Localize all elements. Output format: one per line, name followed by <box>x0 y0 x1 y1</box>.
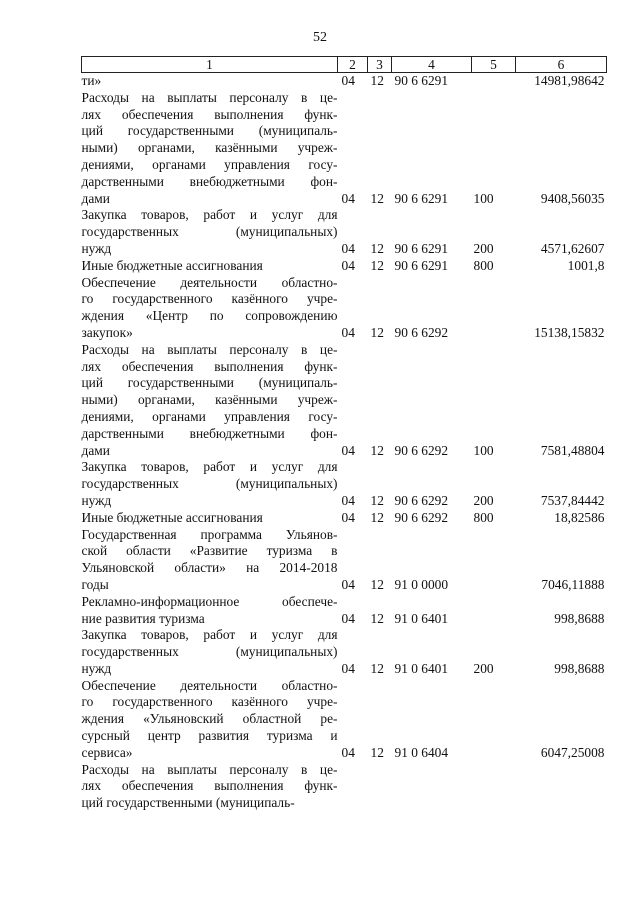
expense-type-code: 800 <box>473 509 494 525</box>
amount-value: 1001,8 <box>567 257 605 273</box>
row-description <box>82 207 338 257</box>
description-line: государственных (муниципальных) <box>81 644 338 660</box>
description-line: го государственного казённого учре- <box>81 694 338 710</box>
target-article-code: 90 6 6291 <box>394 257 449 273</box>
expense-type-code: 200 <box>473 492 494 508</box>
description-line: ций государственными (муниципаль- <box>81 375 338 391</box>
description-line: Закупка товаров, работ и услуг для <box>81 627 338 643</box>
row-description <box>82 594 338 628</box>
row-description <box>82 627 338 677</box>
description-line: сервиса» <box>81 744 133 760</box>
expense-type-code: 100 <box>473 190 494 206</box>
subsection-code: 12 <box>370 190 384 206</box>
section-code: 04 <box>341 190 355 206</box>
target-article-code: 90 6 6291 <box>394 73 449 88</box>
section-code: 04 <box>341 240 355 256</box>
row-description <box>82 459 338 509</box>
description-line: Государственная программа Ульянов- <box>81 526 338 542</box>
subsection-code: 12 <box>370 509 384 525</box>
target-article-code <box>392 762 472 812</box>
section-code <box>338 762 368 812</box>
amount-value: 18,82586 <box>554 509 605 525</box>
row-description <box>82 275 338 342</box>
target-article-code: 91 0 0000 <box>394 576 449 592</box>
section-code: 04 <box>341 442 355 458</box>
description-line: Рекламно-информационное обеспече- <box>81 593 338 609</box>
description-line: нужд <box>81 492 112 508</box>
description-line: дарственными внебюджетными фон- <box>81 173 338 189</box>
subsection-code: 12 <box>370 744 384 760</box>
table-row <box>82 459 607 509</box>
description-line: закупок» <box>81 324 133 340</box>
row-description <box>82 342 338 460</box>
section-code: 04 <box>341 744 355 760</box>
header-col-6: 6 <box>516 57 607 73</box>
description-line: Закупка товаров, работ и услуг для <box>81 207 338 223</box>
subsection-code <box>368 762 392 812</box>
expense-type-code <box>472 594 516 628</box>
row-description <box>82 762 338 812</box>
expense-type-code: 100 <box>473 442 494 458</box>
section-code: 04 <box>341 576 355 592</box>
amount-value: 15138,15832 <box>534 324 605 340</box>
amount-value: 7537,84442 <box>540 492 605 508</box>
description-line: ской области «Развитие туризма в <box>81 543 338 559</box>
table-row <box>82 678 607 762</box>
table-row <box>82 342 607 460</box>
amount-value: 9408,56035 <box>540 190 605 206</box>
section-code: 04 <box>341 324 355 340</box>
description-line: государственных (муниципальных) <box>81 224 338 240</box>
expense-type-code <box>472 73 516 90</box>
table-row <box>82 762 607 812</box>
header-col-5: 5 <box>472 57 516 73</box>
subsection-code: 12 <box>370 660 384 676</box>
target-article-code: 91 0 6401 <box>394 610 449 626</box>
description-line: Закупка товаров, работ и услуг для <box>81 459 338 475</box>
header-col-1: 1 <box>82 57 338 73</box>
target-article-code: 90 6 6292 <box>394 509 449 525</box>
row-description <box>82 73 338 90</box>
subsection-code: 12 <box>370 324 384 340</box>
description-line: дами <box>81 190 110 206</box>
amount-value: 14981,98642 <box>534 73 605 88</box>
description-line: Обеспечение деятельности областно- <box>81 274 338 290</box>
amount-value: 998,8688 <box>554 660 605 676</box>
description-line: дарственными внебюджетными фон- <box>81 425 338 441</box>
amount-value: 4571,62607 <box>540 240 605 256</box>
description-line: ждения «Ульяновский областной ре- <box>81 711 338 727</box>
description-line: Расходы на выплаты персоналу в це- <box>81 761 338 777</box>
table-row <box>82 527 607 594</box>
description-line: ными) органами, казёнными учреж- <box>81 140 338 156</box>
description-line: лях обеспечения выполнения функ- <box>81 106 338 122</box>
expense-type-code <box>472 275 516 342</box>
section-code: 04 <box>341 257 355 273</box>
description-line: Ульяновской области» на 2014-2018 <box>81 560 338 576</box>
expense-type-code: 200 <box>473 660 494 676</box>
header-col-4: 4 <box>392 57 472 73</box>
description-line: сурсный центр развития туризма и <box>81 728 338 744</box>
description-line: лях обеспечения выполнения функ- <box>81 778 338 794</box>
table-row <box>82 90 607 208</box>
description-line: Иные бюджетные ассигнования <box>81 509 263 525</box>
table-body <box>82 73 607 813</box>
section-code: 04 <box>341 509 355 525</box>
amount-value: 7581,48804 <box>540 442 605 458</box>
target-article-code: 90 6 6292 <box>394 324 449 340</box>
subsection-code: 12 <box>370 73 384 88</box>
description-line: ций государственными (муниципаль- <box>81 795 295 811</box>
budget-table <box>81 56 607 812</box>
description-line: Расходы на выплаты персоналу в це- <box>81 89 338 105</box>
table-row <box>82 73 607 90</box>
expense-type-code <box>472 527 516 594</box>
section-code: 04 <box>341 660 355 676</box>
subsection-code: 12 <box>370 442 384 458</box>
table-row <box>82 207 607 257</box>
target-article-code: 90 6 6291 <box>394 240 449 256</box>
description-line: ций государственными (муниципаль- <box>81 123 338 139</box>
row-description <box>82 527 338 594</box>
table-row <box>82 627 607 677</box>
description-line: ти» <box>81 73 102 88</box>
section-code: 04 <box>341 610 355 626</box>
subsection-code: 12 <box>370 492 384 508</box>
target-article-code: 90 6 6291 <box>394 190 449 206</box>
amount-value <box>516 762 607 812</box>
table-row <box>82 594 607 628</box>
description-line: дениями, органами управления госу- <box>81 156 338 172</box>
target-article-code: 91 0 6401 <box>394 660 449 676</box>
expense-type-code: 800 <box>473 257 494 273</box>
description-line: дами <box>81 442 110 458</box>
row-description <box>82 510 338 527</box>
target-article-code: 90 6 6292 <box>394 492 449 508</box>
description-line: ждения «Центр по сопровождению <box>81 308 338 324</box>
description-line: годы <box>81 576 109 592</box>
row-description <box>82 678 338 762</box>
table-header <box>82 57 607 73</box>
description-line: ными) органами, казёнными учреж- <box>81 392 338 408</box>
subsection-code: 12 <box>370 240 384 256</box>
expense-type-code <box>472 762 516 812</box>
target-article-code: 91 0 6404 <box>394 744 449 760</box>
description-line: нужд <box>81 240 112 256</box>
row-description <box>82 90 338 208</box>
amount-value: 7046,11888 <box>541 576 605 592</box>
description-line: ние развития туризма <box>81 610 205 626</box>
row-description <box>82 258 338 275</box>
table-row <box>82 258 607 275</box>
description-line: Иные бюджетные ассигнования <box>81 257 263 273</box>
description-line: лях обеспечения выполнения функ- <box>81 358 338 374</box>
description-line: Обеспечение деятельности областно- <box>81 677 338 693</box>
table-row <box>82 275 607 342</box>
header-col-2: 2 <box>338 57 368 73</box>
description-line: дениями, органами управления госу- <box>81 408 338 424</box>
amount-value: 998,8688 <box>554 610 605 626</box>
description-line: нужд <box>81 660 112 676</box>
expense-type-code <box>472 678 516 762</box>
page-number: 52 <box>313 30 327 45</box>
subsection-code: 12 <box>370 576 384 592</box>
section-code: 04 <box>341 73 355 88</box>
section-code: 04 <box>341 492 355 508</box>
table-row <box>82 510 607 527</box>
description-line: государственных (муниципальных) <box>81 476 338 492</box>
header-col-3: 3 <box>368 57 392 73</box>
description-line: го государственного казённого учре- <box>81 291 338 307</box>
amount-value: 6047,25008 <box>540 744 605 760</box>
subsection-code: 12 <box>370 257 384 273</box>
expense-type-code: 200 <box>473 240 494 256</box>
subsection-code: 12 <box>370 610 384 626</box>
target-article-code: 90 6 6292 <box>394 442 449 458</box>
description-line: Расходы на выплаты персоналу в це- <box>81 341 338 357</box>
